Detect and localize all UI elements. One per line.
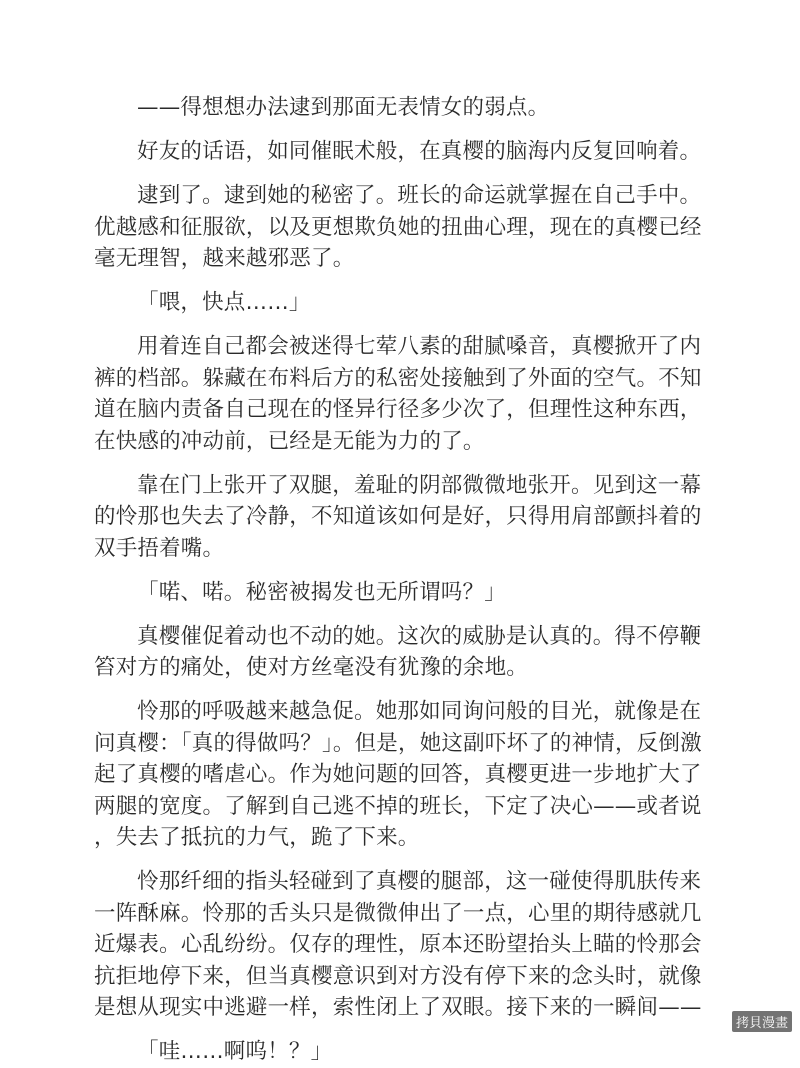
paragraph-3: 逮到了。逮到她的秘密了。班长的命运就掌握在自己手中。优越感和征服欲，以及更想欺负她的扭曲心理，现在的真樱已经毫无理智，越来越邪恶了。 [94,183,702,271]
paragraph-7: 怜那的呼吸越来越急促。她那如同询问般的目光，就像是在问真樱：「真的得做吗？」。但是，她这副吓坏了的神情，反倒激起了真樱的嗜虐心。作为她问题的回答，真樱更进一步地扩大了两腿的宽度。了解到自己逃不掉的班长，下定了决心——或者说，失去了抵抗的力气，跪了下来。 [94,699,702,850]
paragraph-5: 靠在门上张开了双腿，羞耻的阴部微微地张开。见到这一幕的怜那也失去了冷静，不知道该如何是好，只得用肩部颤抖着的双手捂着嘴。 [94,472,702,561]
paragraph-8: 怜那纤细的指头轻碰到了真樱的腿部，这一碰使得肌肤传来一阵酥麻。怜那的舌头只是微微伸出了一点，心里的期待感就几近爆表。心乱纷纷。仅存的理性，原本还盼望抬头上瞄的怜那会抗拒地停下来，但当真樱意识到对方没有停下来的念头时，就像是想从现实中逃避一样，索性闭上了双眼。接下来的一瞬间—— [94,869,702,1020]
dialogue-1: 「喂，快点……」 [137,290,311,315]
paragraph-2: 好友的话语，如同催眠术般，在真樱的脑海内反复回响着。 [137,139,702,164]
paragraph-1: ——得想想办法逮到那面无表情女的弱点。 [137,95,550,120]
dialogue-2: 「喏、喏。秘密被揭发也无所谓吗？」 [137,579,506,605]
paragraph-6: 真樱催促着动也不动的她。这次的威胁是认真的。得不停鞭笞对方的痛处，使对方丝毫没有犹豫的余地。 [94,623,702,680]
watermark-label: 拷貝漫畫 [732,1011,792,1032]
dialogue-3: 「哇……啊呜！？」 [137,1039,333,1064]
paragraph-4: 用着连自己都会被迷得七荤八素的甜腻嗓音，真樱掀开了内裤的档部。躲藏在布料后方的私密处接触到了外面的空气。不知道在脑内责备自己现在的怪异行径多少次了，但理性这种东西，在快感的冲动前，已经是无能为力的了。 [94,334,702,454]
